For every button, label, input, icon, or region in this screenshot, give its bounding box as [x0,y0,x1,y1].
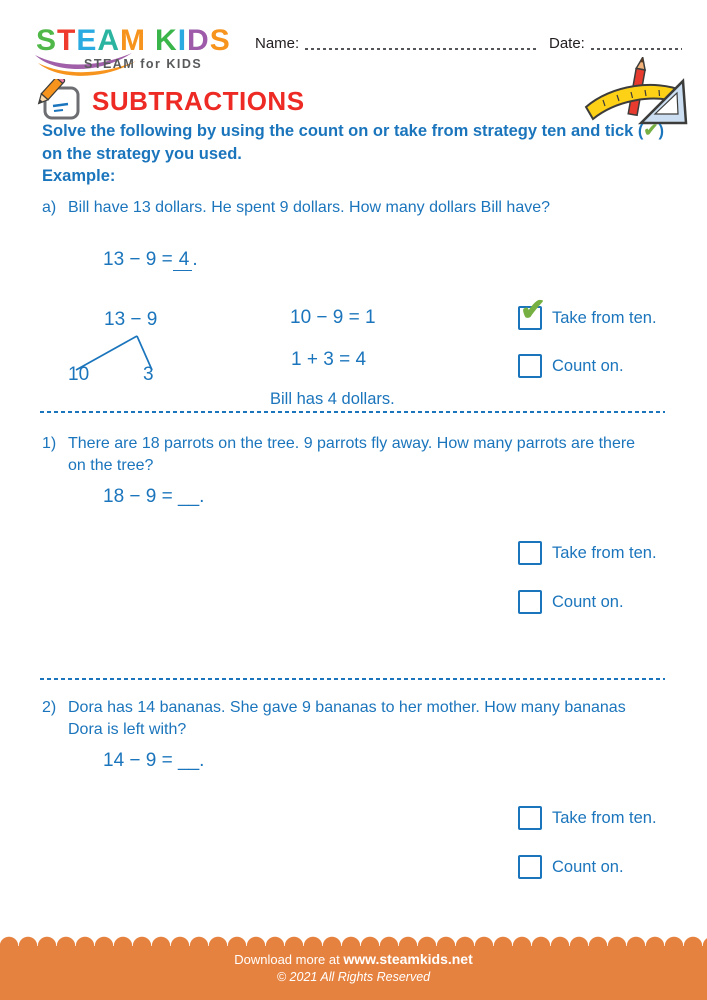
date-field [549,36,682,52]
website-link[interactable]: www.steamkids.net [343,951,473,967]
footer-download-line: Download more at www.steamkids.net [234,951,473,967]
number-bond-top: 13 − 9 [104,309,158,330]
strategy-checkbox[interactable] [518,354,542,378]
name-input-line[interactable] [305,48,538,50]
name-field [255,36,538,52]
number-bond-right: 3 [143,364,154,385]
strategy-label: Take from ten. [552,543,657,562]
strategy-label: Count on. [552,592,624,611]
strategy-label: Count on. [552,857,624,876]
strategy-label: Take from ten. [552,308,657,327]
check-icon: ✔ [520,292,546,327]
question-2 [42,697,647,741]
copyright-text: © 2021 All Rights Reserved [276,970,431,984]
strategy-checkbox[interactable] [518,806,542,830]
page-title: SUBTRACTIONS [92,86,305,116]
date-label: Date: [549,35,585,52]
number-bond-left: 10 [68,364,90,385]
section-divider [40,678,665,680]
question-1 [42,433,647,477]
strategy-take-from-ten [518,541,657,565]
strategy-count-on [518,354,624,378]
strategy-count-on [518,590,624,614]
logo-subtitle: STEAM for KIDS [84,57,203,71]
strategy-checkbox[interactable] [518,541,542,565]
logo-word-steam: STEAM [36,24,147,57]
strategy-label: Count on. [552,356,624,375]
example-heading: Example: [42,167,116,185]
strategy-count-on [518,855,624,879]
strategy-take-from-ten [518,806,657,830]
example-conclusion: Bill has 4 dollars. [270,390,395,408]
question-letter: a) [42,199,57,216]
name-label: Name: [255,35,300,52]
instructions-line-2: on the strategy you used. [42,145,242,163]
equation-answer: 4 [173,249,193,271]
strategy-label: Take from ten. [552,808,657,827]
question-2-equation: 14 − 9 = __. [103,750,205,771]
instructions [42,119,697,166]
strategy-checkbox-checked[interactable] [518,292,546,330]
work-line: 10 − 9 = 1 [290,307,376,328]
date-input-line[interactable] [591,48,682,50]
example-equation: 13 − 9 = 4 . [103,249,198,270]
question-text: Bill have 13 dollars. He spent 9 dollars. How many dollars Bill have? [68,199,551,216]
example-question [42,197,662,219]
work-line: 1 + 3 = 4 [291,349,367,370]
check-icon: ✔ [643,120,659,140]
footer [0,946,707,1000]
strategy-take-from-ten [518,292,657,330]
question-1-equation: 18 − 9 = __. [103,486,205,507]
strategy-checkbox[interactable] [518,590,542,614]
instructions-line-1: Solve the following by using the count on or take from strategy ten and tick (✔) [42,120,664,140]
strategy-checkbox[interactable] [518,855,542,879]
question-text: There are 18 parrots on the tree. 9 parrots fly away. How many parrots are there on the tree? [68,435,636,474]
question-number: 1) [42,435,57,452]
section-divider [40,411,665,413]
question-text: Dora has 14 bananas. She gave 9 bananas to her mother. How many bananas Dora is left with? [68,699,626,738]
question-number: 2) [42,699,57,716]
logo-word-kids: KIDS [155,24,231,57]
